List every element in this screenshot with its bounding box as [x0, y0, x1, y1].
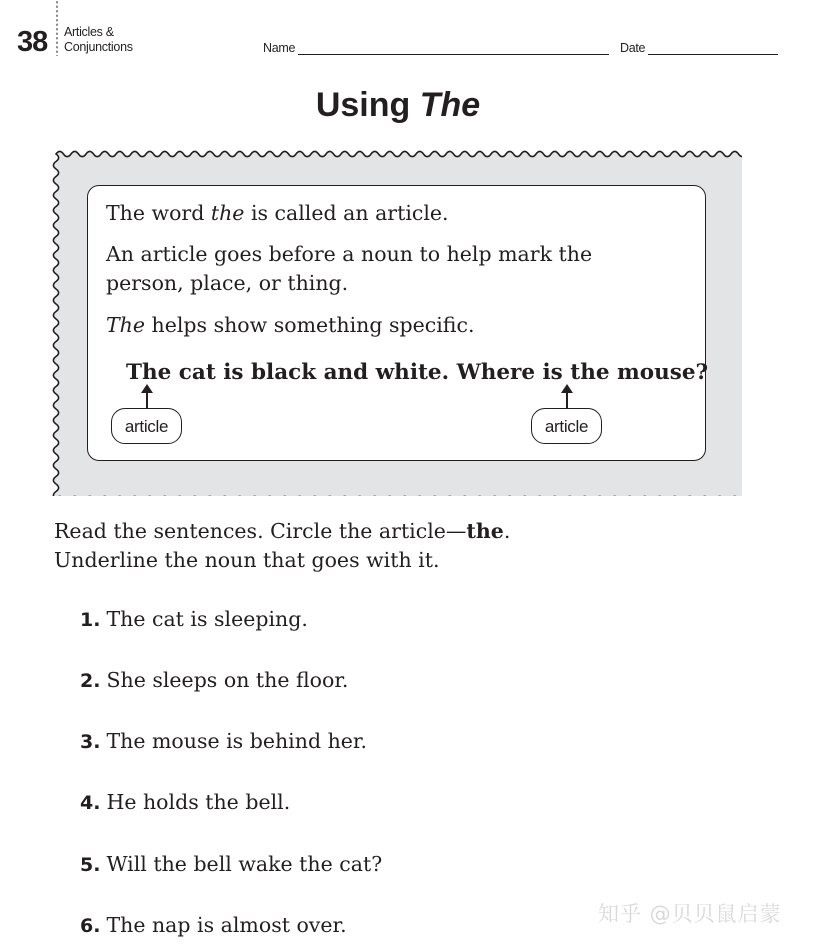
title-emphasis: The [419, 86, 481, 124]
item-number: 5. [80, 854, 101, 876]
date-label: Date [620, 41, 646, 55]
rule-emphasis: The [106, 313, 146, 337]
item-number: 6. [80, 915, 101, 937]
instruction-text: . [503, 519, 511, 543]
item-sentence[interactable]: She sleeps on the floor. [106, 668, 349, 692]
instruction-text: Read the sentences. Circle the article— [54, 519, 467, 543]
arrow-up-icon [146, 392, 148, 408]
exercise-item[interactable] [80, 913, 347, 937]
date-line[interactable] [648, 42, 778, 55]
rule-text: is called an article. [244, 201, 449, 225]
item-sentence[interactable]: The nap is almost over. [106, 913, 347, 937]
article-label: article [111, 408, 182, 444]
chapter-line-2: Conjunctions [64, 40, 133, 54]
instructions-line-1 [54, 517, 510, 546]
chapter-line-1: Articles & [64, 25, 114, 39]
article-label: article [531, 408, 602, 444]
dotted-divider [55, 0, 59, 56]
rule-line-2: An article goes before a noun to help mark the [106, 242, 593, 266]
item-number: 2. [80, 670, 101, 692]
chapter-title [64, 25, 133, 55]
exercise-item[interactable] [80, 668, 348, 692]
rule-line-1 [106, 199, 686, 228]
item-sentence[interactable]: The cat is sleeping. [106, 607, 308, 631]
watermark: 知乎 @贝贝鼠启蒙 [598, 902, 782, 926]
date-field[interactable] [620, 41, 778, 55]
exercise-item[interactable] [80, 790, 290, 814]
rule-emphasis: the [210, 201, 245, 225]
rule-line-3: person, place, or thing. [106, 271, 349, 295]
item-sentence[interactable]: He holds the bell. [106, 790, 291, 814]
item-sentence[interactable]: The mouse is behind her. [106, 729, 367, 753]
instruction-bold: the [466, 519, 504, 543]
name-field[interactable] [263, 41, 609, 55]
item-number: 4. [80, 792, 101, 814]
rule-line-4 [106, 311, 686, 340]
name-label: Name [263, 41, 296, 55]
title-prefix: Using [315, 86, 420, 124]
rule-text: helps show something specific. [145, 313, 475, 337]
arrow-up-icon [566, 392, 568, 408]
item-number: 1. [80, 609, 101, 631]
page-title [0, 86, 796, 125]
name-line[interactable] [298, 42, 609, 55]
rule-text: The word [106, 201, 211, 225]
instructions-line-2: Underline the noun that goes with it. [54, 548, 440, 572]
worksheet-header [0, 0, 821, 70]
example-sentence: The cat is black and white. Where is the mouse? [126, 360, 709, 385]
item-sentence[interactable]: Will the bell wake the cat? [106, 852, 383, 876]
item-number: 3. [80, 731, 101, 753]
exercise-item[interactable] [80, 852, 382, 876]
exercise-item[interactable] [80, 607, 308, 631]
exercise-item[interactable] [80, 729, 367, 753]
page-number: 38 [17, 26, 48, 58]
instructions [54, 517, 510, 575]
